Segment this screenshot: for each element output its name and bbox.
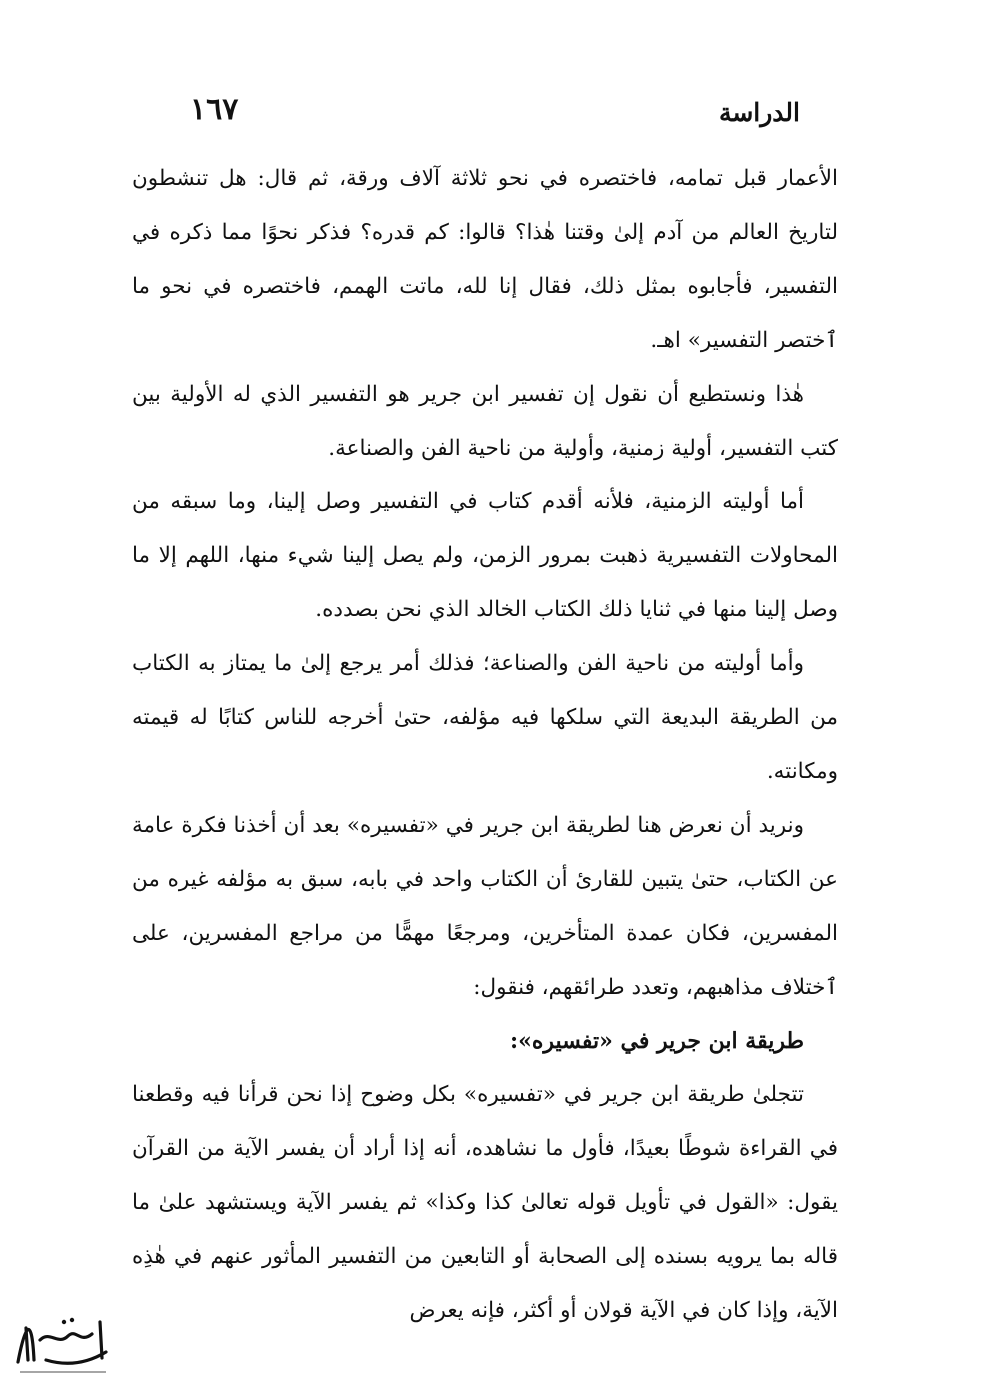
paragraph-4: وأما أوليته من ناحية الفن والصناعة؛ فذلك أمر يرجع إلىٰ ما يمتاز به الكتاب من الطريقة البديعة التي سلكها فيه مؤلفه، حتىٰ أخرجه للناس كتابًا له قيمته ومكانته. xyxy=(132,651,838,784)
page-header xyxy=(190,92,800,142)
main-text-block xyxy=(132,152,838,1338)
paragraph-1: الأعمار قبل تمامه، فاختصره في نحو ثلاثة آلاف ورقة، ثم قال: هل تنشطون لتاريخ العالم من آدم إلىٰ وقتنا هٰذا؟ قالوا: كم قدره؟ فذكر نحوًا مما ذكره في التفسير، فأجابوه بمثل ذلك، فقال إنا لله، ماتت الهمم، فاختصره في نحو ما ٱختصر التفسير» اهـ. xyxy=(132,166,838,353)
page-number: ١٦٧ xyxy=(190,92,239,127)
paragraph-6: تتجلىٰ طريقة ابن جرير في «تفسيره» بكل وضوح إذا نحن قرأنا فيه وقطعنا في القراءة شوطًا بعيدًا، فأول ما نشاهده، أنه إذا أراد أن يفسر الآية من القرآن يقول: «القول في تأويل قوله تعالىٰ كذا وكذا» ثم يفسر الآية ويستشهد علىٰ ما قاله بما يرويه بسنده إلى الصحابة أو التابعين من التفسير المأثور عنهم في هٰذِه الآية، وإذا كان في الآية قولان أو أكثر، فإنه يعرض xyxy=(132,1082,838,1324)
paragraph-3: أما أوليته الزمنية، فلأنه أقدم كتاب في التفسير وصل إلينا، وما سبقه من المحاولات التفسيرية ذهبت بمرور الزمن، ولم يصل إلينا شيء منها، اللهم إلا ما وصل إلينا منها في ثنايا ذلك الكتاب الخالد الذي نحن بصدده. xyxy=(132,489,838,623)
paragraph-2: هٰذا ونستطيع أن نقول إن تفسير ابن جرير هو التفسير الذي له الأولية بين كتب التفسير، أولية زمنية، وأولية من ناحية الفن والصناعة. xyxy=(132,381,838,461)
library-stamp-logo xyxy=(6,1300,116,1380)
running-title: الدراسة xyxy=(718,98,800,127)
paragraph-5: ونريد أن نعرض هنا لطريقة ابن جرير في «تفسيره» بعد أن أخذنا فكرة عامة عن الكتاب، حتىٰ يتبين للقارئ أن الكتاب واحد في بابه، سبق به مؤلفه غيره من المفسرين، فكان عمدة المتأخرين، ومرجعًا مهمًّا من مراجع المفسرين، على ٱختلاف مذاهبهم، وتعدد طرائقهم، فنقول: xyxy=(132,812,838,1000)
calligraphy-stamp-icon xyxy=(6,1300,116,1380)
section-heading: طريقة ابن جرير في «تفسيره»: xyxy=(510,1027,804,1054)
